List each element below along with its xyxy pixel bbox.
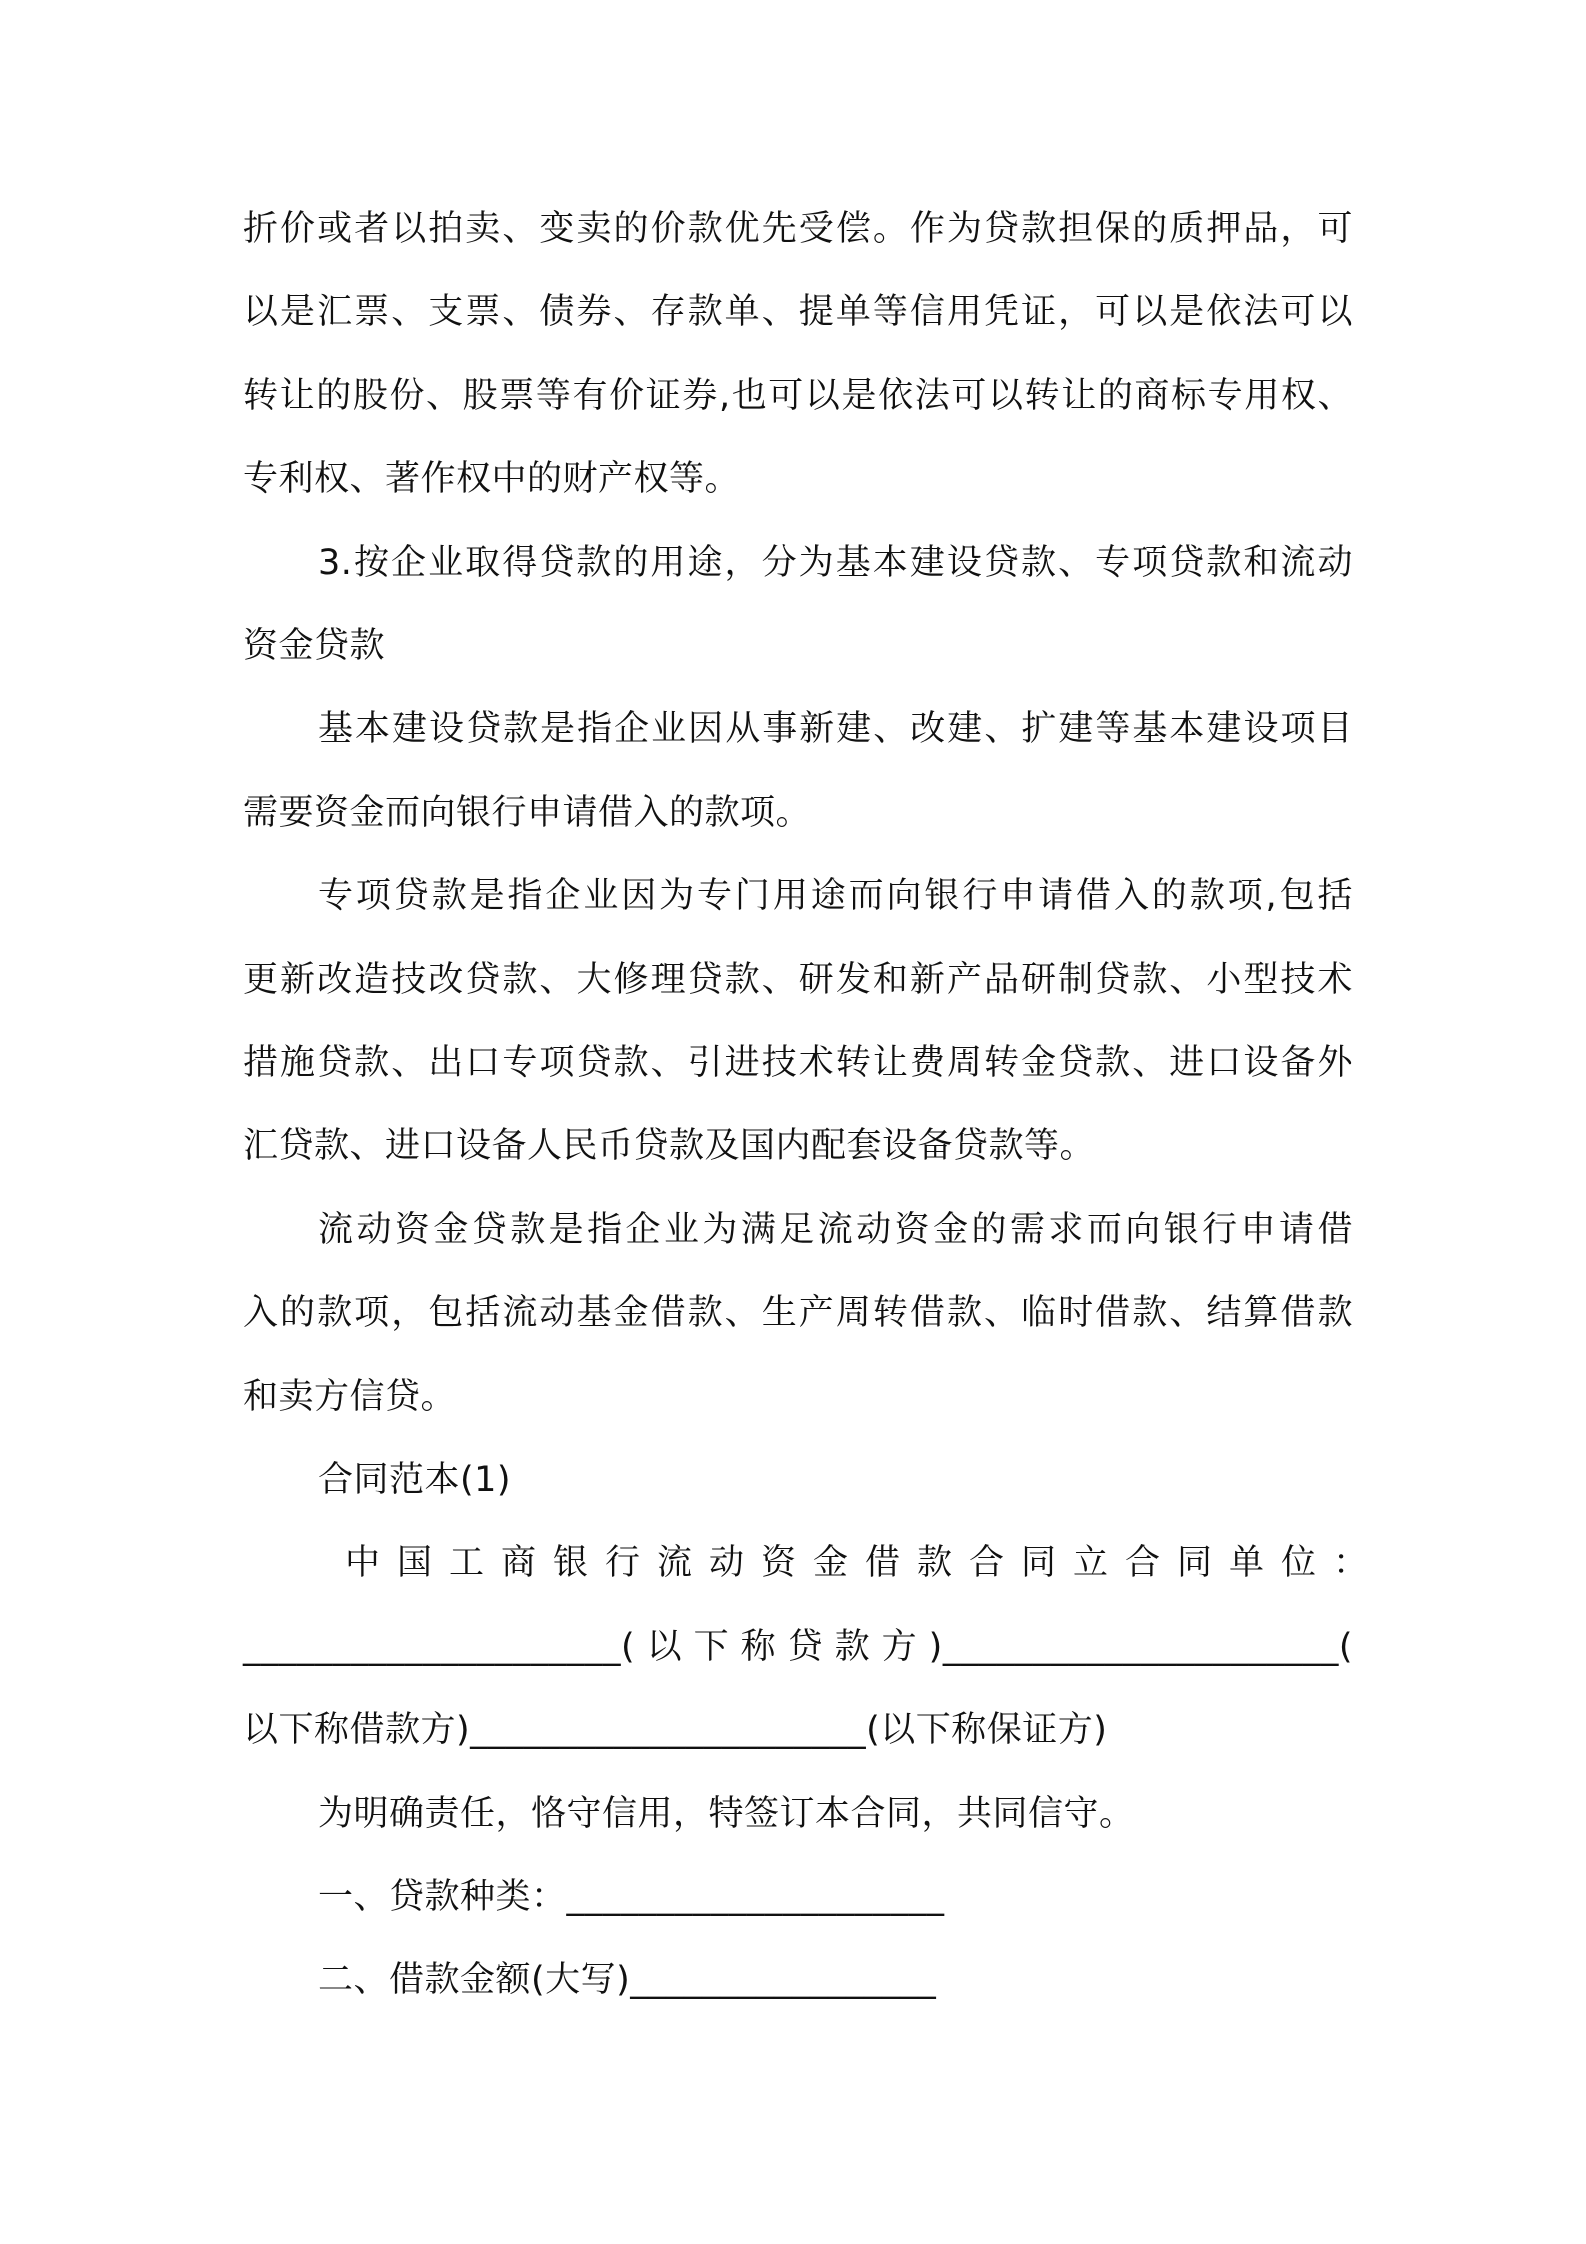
- paragraph-line: 和卖方信贷。: [243, 1377, 457, 1417]
- party-blank-line: 以下称借款方)______________________(以下称保证方): [243, 1710, 1108, 1750]
- paragraph-line: 以是汇票、支票、债券、存款单、提单等信用凭证，可以是依法可以: [243, 292, 1353, 332]
- paragraph-line: 更新改造技改贷款、大修理贷款、研发和新产品研制贷款、小型技术: [243, 960, 1353, 1000]
- paragraph-line: 入的款项，包括流动基金借款、生产周转借款、临时借款、结算借款: [243, 1293, 1353, 1333]
- paragraph-line: 措施贷款、出口专项贷款、引进技术转让费周转金贷款、进口设备外: [243, 1043, 1353, 1083]
- paragraph-line: 汇贷款、进口设备人民币贷款及国内配套设备贷款等。: [243, 1126, 1096, 1166]
- party-blank-line: _____________________(以下称贷款方)______________________(: [243, 1627, 1353, 1667]
- paragraph-line: 折价或者以拍卖、变卖的价款优先受偿。作为贷款担保的质押品，可: [243, 209, 1353, 249]
- form-field-loan-type: 一、贷款种类：_____________________: [318, 1877, 945, 1917]
- contract-title: 中国工商银行流动资金借款合同立合同单位：: [345, 1543, 1386, 1583]
- paragraph-line: 基本建设贷款是指企业因从事新建、改建、扩建等基本建设项目: [318, 709, 1353, 749]
- form-field-loan-amount: 二、借款金额(大写)_________________: [318, 1960, 937, 2000]
- paragraph-line: 专利权、著作权中的财产权等。: [243, 459, 741, 499]
- paragraph-line: 3.按企业取得贷款的用途，分为基本建设贷款、专项贷款和流动: [318, 543, 1353, 583]
- paragraph-line: 为明确责任，恪守信用，特签订本合同，共同信守。: [318, 1794, 1135, 1834]
- paragraph-line: 流动资金贷款是指企业为满足流动资金的需求而向银行申请借: [318, 1210, 1353, 1250]
- paragraph-line: 资金贷款: [243, 626, 386, 666]
- section-heading: 合同范本(1): [318, 1460, 512, 1500]
- paragraph-line: 专项贷款是指企业因为专门用途而向银行申请借入的款项,包括: [318, 876, 1353, 916]
- paragraph-line: 需要资金而向银行申请借入的款项。: [243, 793, 812, 833]
- paragraph-line: 转让的股份、股票等有价证券,也可以是依法可以转让的商标专用权、: [243, 376, 1353, 416]
